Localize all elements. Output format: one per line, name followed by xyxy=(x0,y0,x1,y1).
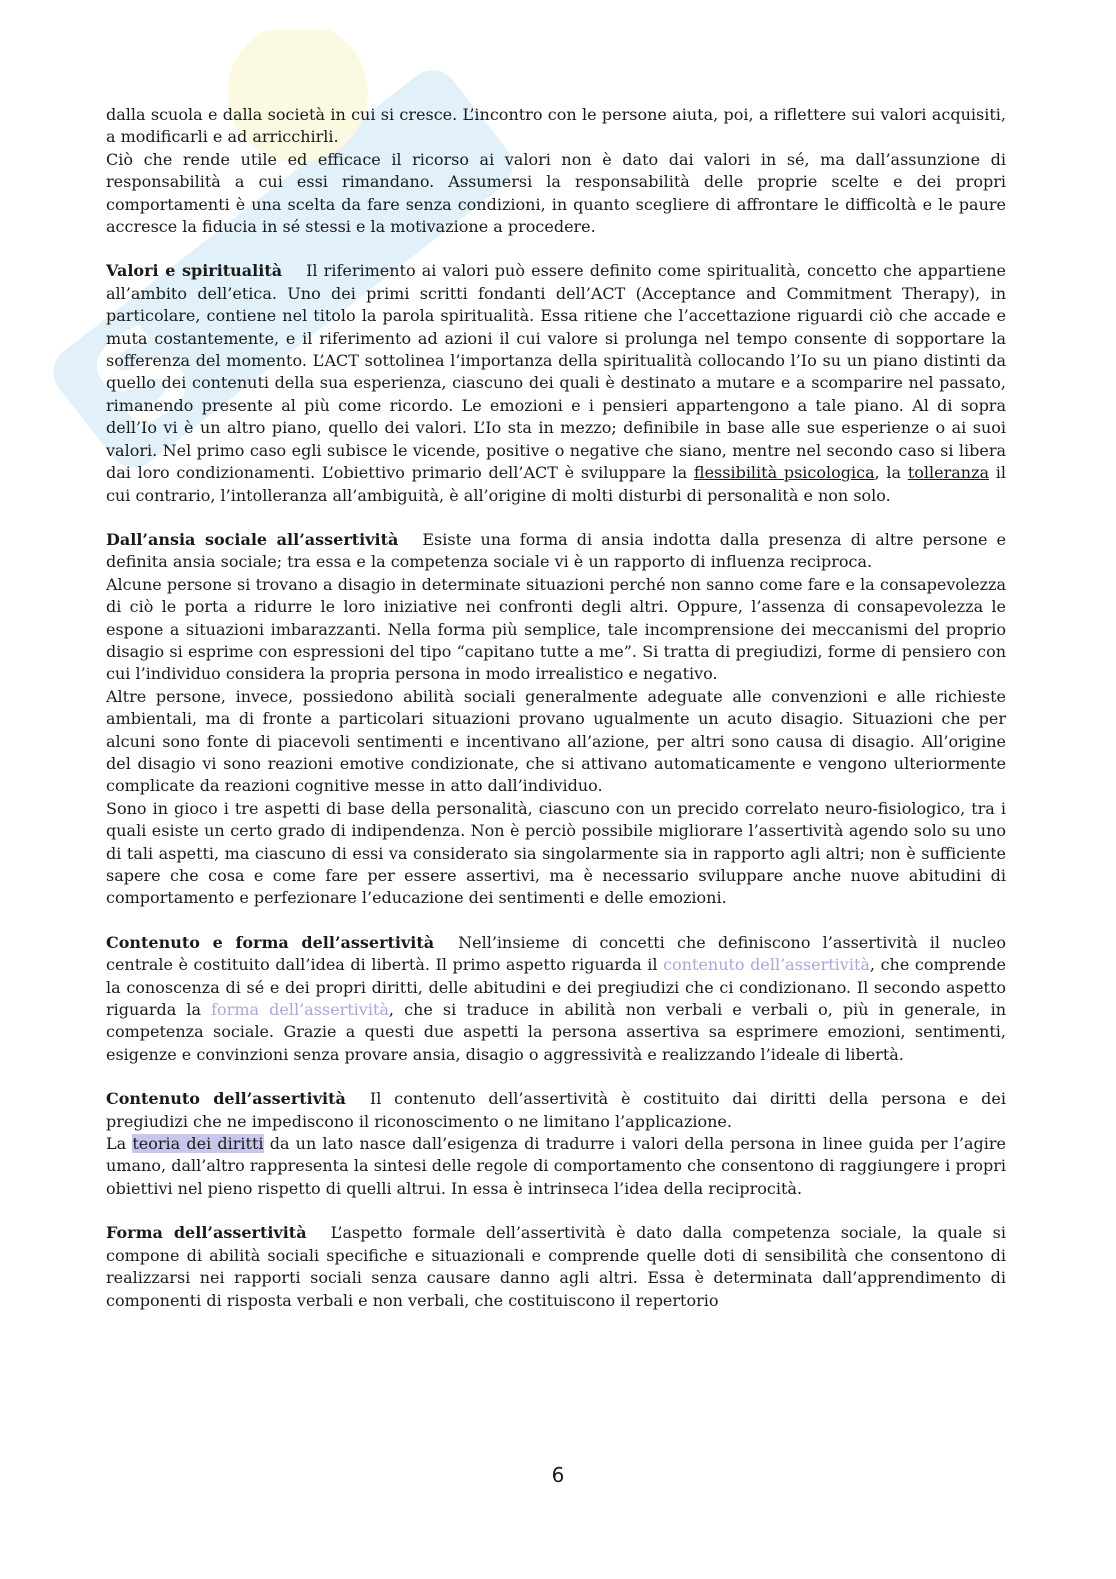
ansia-paragraph-4: Sono in gioco i tre aspetti di base della personalità, ciascuno con un precido correlato neuro-fisiologico, tra i quali esiste un certo grado di indipendenza. Non è perciò possibile migliorare l’assertività agendo solo su uno di tali aspetti, ma ciascuno di essi va considerato sia singolarmente sia in rapporto agli altri; non è sufficiente sapere che cosa e come fare per essere assertivi, ma è necessario sviluppare anche nuove abitudini di comportamento e perfezionare l’educazione dei sentimenti e delle emozioni. xyxy=(106,798,1006,908)
section-text: Il contenuto dell’assertività è costituito dai diritti della persona e dei pregiudizi che ne impediscono il riconoscimento o ne limitano l’applicazione. xyxy=(106,1089,1007,1131)
teoria-diritti-paragraph xyxy=(106,1133,1006,1200)
section-valori-spiritualita xyxy=(106,260,1006,506)
section-contenuto-assertivita xyxy=(106,1088,1006,1133)
document-body xyxy=(106,104,1006,1312)
section-heading: Dall’ansia sociale all’assertività xyxy=(106,529,399,549)
section-text: Il riferimento ai valori può essere definito come spiritualità, concetto che appartiene all’ambito dell’etica. Uno dei primi scritti fondanti dell’ACT (Acceptance and Commitment Therapy), in particolare, contiene nel titolo la parola spiritualità. Essa ritiene che l’accettazione riguardi ciò che accade e muta costantemente, e il riferimento ad azioni il cui valore si prolunga nel tempo consente di sopportare la sofferenza del momento. L’ACT sottolinea l’importanza della spiritualità collocando l’Io su un piano distinti da quello dei contenuti della sua esperienza, ciascuno dei quali è destinato a mutare e a scomparire nel passato, rimanendo presente al più come ricordo. Le emozioni e i pensieri appartengono a tale piano. Al di sopra dell’Io vi è un altro piano, quello dei valori. L’Io sta in mezzo; definibile in base alle sue esperienze o ai suoi valori. Nel primo caso egli subisce le vicende, positive o negative che siano, mentre nel secondo caso si libera dai loro condizionamenti. L’obiettivo primario dell’ACT è sviluppare la xyxy=(106,261,1006,483)
term-tolleranza: tolleranza xyxy=(907,463,990,483)
section-heading: Contenuto dell’assertività xyxy=(106,1089,346,1109)
section-heading: Valori e spiritualità xyxy=(106,261,283,281)
ansia-paragraph-3: Altre persone, invece, possiedono abilità sociali generalmente adeguate alle convenzioni e alle richieste ambientali, ma di fronte a particolari situazioni provano ugualmente un acuto disagio. Situazioni che per alcuni sono fonte di piacevoli sentimenti e incentivano all’azione, per altri sono causa di disagio. All’origine del disagio vi sono reazioni emotive condizionate, che si attivano automaticamente e vengono ulteriormente complicate da reazioni cognitive messe in atto dall’individuo. xyxy=(106,686,1006,796)
section-text: il cui contrario, l’intolleranza all’ambiguità, è all’origine di molti disturbi di personalità e non solo. xyxy=(106,463,1006,505)
section-heading: Forma dell’assertività xyxy=(106,1223,307,1243)
term-flessibilita-psicologica: flessibilità psicologica xyxy=(693,463,875,483)
highlight-teoria-dei-diritti: teoria dei diritti xyxy=(132,1134,264,1154)
section-text: La xyxy=(106,1134,133,1154)
ansia-paragraph-2: Alcune persone si trovano a disagio in determinate situazioni perché non sanno come fare e la consapevolezza di ciò le porta a ridurre le loro iniziative nei confronti degli altri. Oppure, l’assenza di consapevolezza le espone a situazioni imbarazzanti. Nella forma più semplice, tale incomprensione dei meccanismi del proprio disagio si esprime con espressioni del tipo “capitano tutte a me”. Si tratta di pregiudizi, forme di pensiero con cui l’individuo considera la propria persona in modo irrealistico e negativo. xyxy=(106,574,1006,684)
section-text: , che si traduce in abilità non verbali e verbali o, più in generale, in competenza sociale. Grazie a questi due aspetti la persona assertiva sa esprimere emozioni, sentimenti, esigenze e convinzioni senza provare ansia, disagio o aggressività e realizzando l’ideale di libertà. xyxy=(106,1000,1007,1064)
section-text: da un lato nasce dall’esigenza di tradurre i valori della persona in linee guida per l’agire umano, dall’altro rappresenta la sintesi delle regole di comportamento che consentono di raggiungere i propri obiettivi nel pieno rispetto di quelli altrui. In essa è intrinseca l’idea della reciprocità. xyxy=(106,1134,1007,1198)
watermark-glyph: S xyxy=(66,296,221,459)
section-text: Nell’insieme di concetti che definiscono l’assertività il nucleo centrale è costituito dall’idea di libertà. Il primo aspetto riguarda il xyxy=(106,932,1007,975)
responsibility-paragraph: Ciò che rende utile ed efficace il ricorso ai valori non è dato dai valori in sé, ma dall’assunzione di responsabilità a cui essi rimandano. Assumersi la responsabilità delle proprie scelte e dei propri comportamenti è una scelta da fare senza condizioni, in quanto scegliere di affrontare le difficoltà e le paure accresce la fiducia in sé stessi e la motivazione a procedere. xyxy=(106,149,1006,237)
term-forma-assertivita: forma dell’assertività xyxy=(211,1000,389,1020)
section-forma-assertivita xyxy=(106,1222,1006,1312)
section-text: , la xyxy=(874,463,908,483)
intro-paragraph: dalla scuola e dalla società in cui si cresce. L’incontro con le persone aiuta, poi, a riflettere sui valori acquisiti, a modificarli e ad arricchirli. xyxy=(106,105,1006,147)
section-ansia-sociale xyxy=(106,529,1006,574)
section-text: Esiste una forma di ansia indotta dalla presenza di altre persone e definita ansia sociale; tra essa e la competenza sociale vi è un rapporto di influenza reciproca. xyxy=(106,529,1007,572)
page-number: 6 xyxy=(551,1463,565,1487)
section-text: , che comprende la conoscenza di sé e dei propri diritti, delle abitudini e dei pregiudizi che ci condizionano. Il secondo aspetto riguarda la xyxy=(106,955,1007,1020)
section-heading: Contenuto e forma dell’assertività xyxy=(106,932,435,952)
term-contenuto-assertivita: contenuto dell’assertività xyxy=(663,955,870,975)
section-contenuto-forma xyxy=(106,932,1006,1066)
section-text: L’aspetto formale dell’assertività è dato dalla competenza sociale, la quale si compone di abilità sociali specifiche e situazionali e comprende quelle doti di sensibilità che consentono di realizzarsi nei rapporti sociali senza causare danno agli altri. Essa è determinata dall’apprendimento di componenti di risposta verbali e non verbali, che costituiscono il repertorio xyxy=(106,1223,1006,1310)
